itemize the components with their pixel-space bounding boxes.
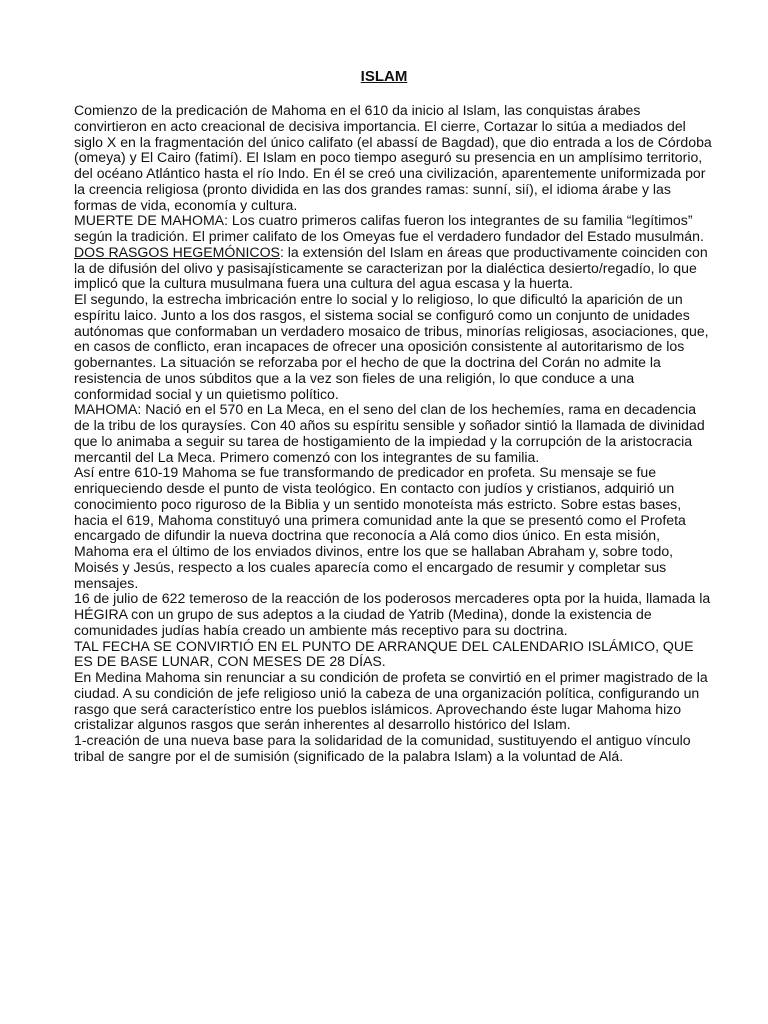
paragraph-profeta: Así entre 610-19 Mahoma se fue transformando de predicador en profeta. Su mensaje se fue enriqueciendo desde el punto de vista teológico. En contacto con judíos y cristianos, adquirió un conocimiento poco riguroso de la Biblia y un sentido monoteísta más estricto. Sobre estas bases, hacia el 619, Mahoma constituyó una primera comunidad ante la que se presentó como el Profeta encargado de difundir la nueva doctrina que reconocía a Alá como dios único. En esta misión, Mahoma era el último de los enviados divinos, entre los que se hallaban Abraham y, sobre todo, Moisés y Jesús, respecto a los cuales aparecía como el encargado de resumir y completar sus mensajes. xyxy=(74,464,686,591)
paragraph-hegira: 16 de julio de 622 temeroso de la reacción de los poderosos mercaderes opta por la huida, llamada la HÉGIRA con un grupo de sus adeptos a la ciudad de Yatrib (Medina), donde la existencia de comunidades judías había creado un ambiente más receptivo para su doctrina. xyxy=(74,590,711,638)
paragraph-medina: En Medina Mahoma sin renunciar a su condición de profeta se convirtió en el primer magistrado de la ciudad. A su condición de jefe religioso unió la cabeza de una organización política, configurando un rasgo que será característico entre los pueblos islámicos. Aprovechando éste lugar Mahoma hizo cristalizar algunos rasgos que serán inherentes al desarrollo histórico del Islam. xyxy=(74,669,708,733)
paragraph-intro: Comienzo de la predicación de Mahoma en el 610 da inicio al Islam, las conquistas árabes convirtieron en acto creacional de decisiva importancia. El cierre, Cortazar lo sitúa a mediados del siglo X en la fragmentación del único califato (el abassí de Bagdad), que dio entrada a los de Córdoba (omeya) y El Cairo (fatimí). El Islam en poco tiempo aseguró su presencia en un amplísimo territorio, del océano Atlántico hasta el río Indo. En él se creó una civilización, aparentemente uniformizada por la creencia religiosa (pronto dividida en las dos grandes ramas: sunní, sií), el idioma árabe y las formas de vida, economía y cultura. xyxy=(74,102,712,213)
paragraph-creacion: 1-creación de una nueva base para la solidaridad de la comunidad, sustituyendo el antiguo vínculo tribal de sangre por el de sumisión (significado de la palabra Islam) a la voluntad de Alá. xyxy=(74,732,691,764)
section-heading-dos-rasgos: DOS RASGOS HEGEMÓNICOS xyxy=(74,243,280,260)
paragraph-dos-rasgos-text: : la extensión del Islam en áreas que productivamente coinciden con la de difusión del olivo y pasisajísticamente se caracterizan por la dialéctica desierto/regadío, lo que implicó que la cultura musulmana fuera una cultura del agua escasa y la huerta. xyxy=(74,243,708,292)
document-title: ISLAM xyxy=(360,68,408,85)
paragraph-muerte-de-mahoma: MUERTE DE MAHOMA: Los cuatro primeros califas fueron los integrantes de su familia “legítimos” según la tradición. El primer califato de los Omeyas fue el verdadero fundador del Estado musulmán. xyxy=(74,212,704,244)
paragraph-calendario: TAL FECHA SE CONVIRTIÓ EN EL PUNTO DE ARRANQUE DEL CALENDARIO ISLÁMICO, QUE ES DE BASE LUNAR, CON MESES DE 28 DÍAS. xyxy=(74,637,694,670)
paragraph-segundo-rasgo: El segundo, la estrecha imbricación entre lo social y lo religioso, lo que dificultó la aparición de un espíritu laico. Junto a los dos rasgos, el sistema social se configuró como un conjunto de unidades autónomas que conformaban un verdadero mosaico de tribus, minorías religiosas, asociaciones, que, en casos de conflicto, eran incapaces de ofrecer una oposición consistente al autoritarismo de los gobernantes. La situación se reforzaba por el hecho de que la doctrina del Corán no admite la resistencia de unos súbditos que a la vez son fieles de una religión, lo que conduce a una conformidad social y un quietismo político. xyxy=(74,291,709,402)
paragraph-dos-rasgos xyxy=(74,245,714,292)
document-body xyxy=(74,103,714,765)
paragraph-mahoma: MAHOMA: Nació en el 570 en La Meca, en el seno del clan de los hechemíes, rama en decadencia de la tribu de los quraysíes. Con 40 años su espíritu sensible y soñador sintió la llamada de divinidad que lo animaba a seguir su tarea de hostigamiento de la impiedad y la corrupción de la aristocracia mercantil del La Meca. Primero comenzó con los integrantes de su familia. xyxy=(74,401,705,465)
